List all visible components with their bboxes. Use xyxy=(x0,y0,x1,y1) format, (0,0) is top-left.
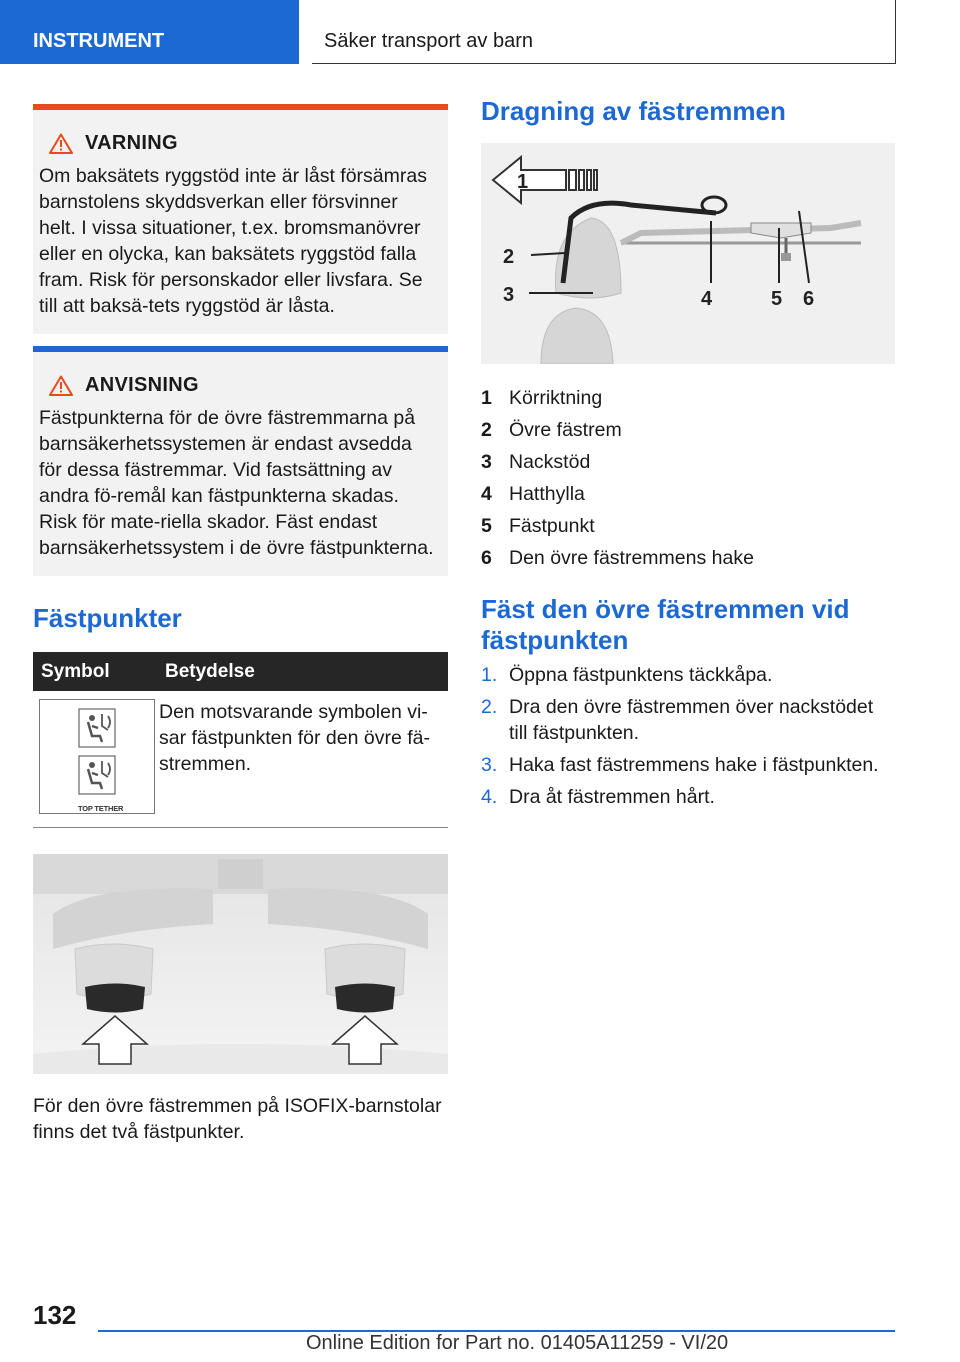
legend-label: Nackstöd xyxy=(509,450,591,473)
section-heading-fastpunkter: Fästpunkter xyxy=(33,603,182,633)
step-text: Öppna fästpunktens täckkåpa. xyxy=(509,664,773,686)
legend-item xyxy=(481,542,895,574)
footer-edition[interactable]: Online Edition for Part no. 01405A11259 - VI/20 xyxy=(306,1332,729,1354)
symbol-description: Den motsvarande symbolen vi-sar fästpunkten för den övre fä-stremmen. xyxy=(157,691,448,827)
notice-title: ANVISNING xyxy=(85,374,199,396)
legend-item xyxy=(481,510,895,542)
warning-title: VARNING xyxy=(85,132,178,154)
step-number: 3. xyxy=(481,754,498,776)
left-column xyxy=(33,104,448,1145)
warning-title-row xyxy=(49,132,440,155)
legend-item xyxy=(481,382,895,414)
list-item xyxy=(481,662,895,688)
legend-label: Övre fästrem xyxy=(509,418,622,441)
warning-box xyxy=(33,104,448,334)
step-list xyxy=(481,662,895,810)
list-item xyxy=(481,784,895,810)
list-item xyxy=(481,752,895,778)
step-number: 4. xyxy=(481,786,498,808)
legend-number: 3 xyxy=(481,450,492,473)
symbol-cell xyxy=(33,691,157,827)
step-number: 2. xyxy=(481,696,498,718)
step-text: Dra åt fästremmen hårt. xyxy=(509,786,715,808)
legend-item xyxy=(481,414,895,446)
legend-number: 4 xyxy=(481,482,492,505)
topic-title: Säker transport av barn xyxy=(312,0,896,64)
table-header-meaning: Betydelse xyxy=(157,652,448,691)
chapter-tab[interactable]: INSTRUMENT xyxy=(0,0,299,64)
table-header-symbol: Symbol xyxy=(33,652,157,691)
diagram-label-1: 1 xyxy=(517,171,529,193)
legend-number: 2 xyxy=(481,418,492,441)
symbol-box xyxy=(39,699,155,814)
legend-label: Fästpunkt xyxy=(509,514,595,537)
legend-label: Körriktning xyxy=(509,386,603,409)
section-heading-dragning: Dragning av fästremmen xyxy=(481,96,786,126)
diagram-legend xyxy=(481,382,895,574)
legend-label: Hatthylla xyxy=(509,482,585,505)
table-header-row xyxy=(33,652,448,691)
step-text: Dra den övre fästremmen över nackstödet till fästpunkten. xyxy=(509,696,874,744)
list-item xyxy=(481,694,895,746)
legend-item xyxy=(481,446,895,478)
symbol-label: TOP TETHER xyxy=(78,804,124,813)
step-text: Haka fast fästremmens hake i fästpunkten. xyxy=(509,754,879,776)
page-number: 132 xyxy=(33,1300,77,1330)
notice-box xyxy=(33,346,448,576)
table-row xyxy=(33,691,448,827)
diagram-label-2: 2 xyxy=(503,246,515,268)
diagram-label-3: 3 xyxy=(503,284,515,306)
diagram-label-4: 4 xyxy=(701,288,713,310)
tether-routing-diagram xyxy=(481,143,895,364)
legend-number: 5 xyxy=(481,514,492,537)
symbol-table xyxy=(33,652,448,828)
warning-triangle-icon xyxy=(49,375,73,396)
step-number: 1. xyxy=(481,664,498,686)
section-heading-fast-vid: Fäst den övre fästremmen vid fästpunkten xyxy=(481,594,850,655)
right-column xyxy=(481,96,895,816)
diagram-label-6: 6 xyxy=(803,288,815,310)
legend-number: 1 xyxy=(481,386,492,409)
warning-body: Om baksätets ryggstöd inte är låst försämras barnstolens skyddsverkan eller försvinner helt. I vissa situationer, t.ex. bromsmanövrer eller en olycka, kan baksätets ryggstöd falla fram. Risk för personskador eller livsfara. Se till att baksä-tets ryggstöd är låsta. xyxy=(39,165,427,317)
warning-triangle-icon xyxy=(49,133,73,154)
diagram-label-5: 5 xyxy=(771,288,783,310)
anchor-points-photo xyxy=(33,854,448,1074)
notice-body: Fästpunkterna för de övre fästremmarna på barnsäkerhetssystemen är endast avsedda för dessa fästremmar. Vid fastsättning av andra fö-remål kan fästpunkterna skadas. Risk för mate-riella skador. Fäst endast barnsäkerhetssystem i de övre fästpunkterna. xyxy=(39,407,434,559)
legend-number: 6 xyxy=(481,546,492,569)
legend-label: Den övre fästremmens hake xyxy=(509,546,754,569)
legend-item xyxy=(481,478,895,510)
photo-caption: För den övre fästremmen på ISOFIX-barnstolar finns det två fästpunkter. xyxy=(33,1094,442,1143)
notice-title-row xyxy=(49,374,440,397)
